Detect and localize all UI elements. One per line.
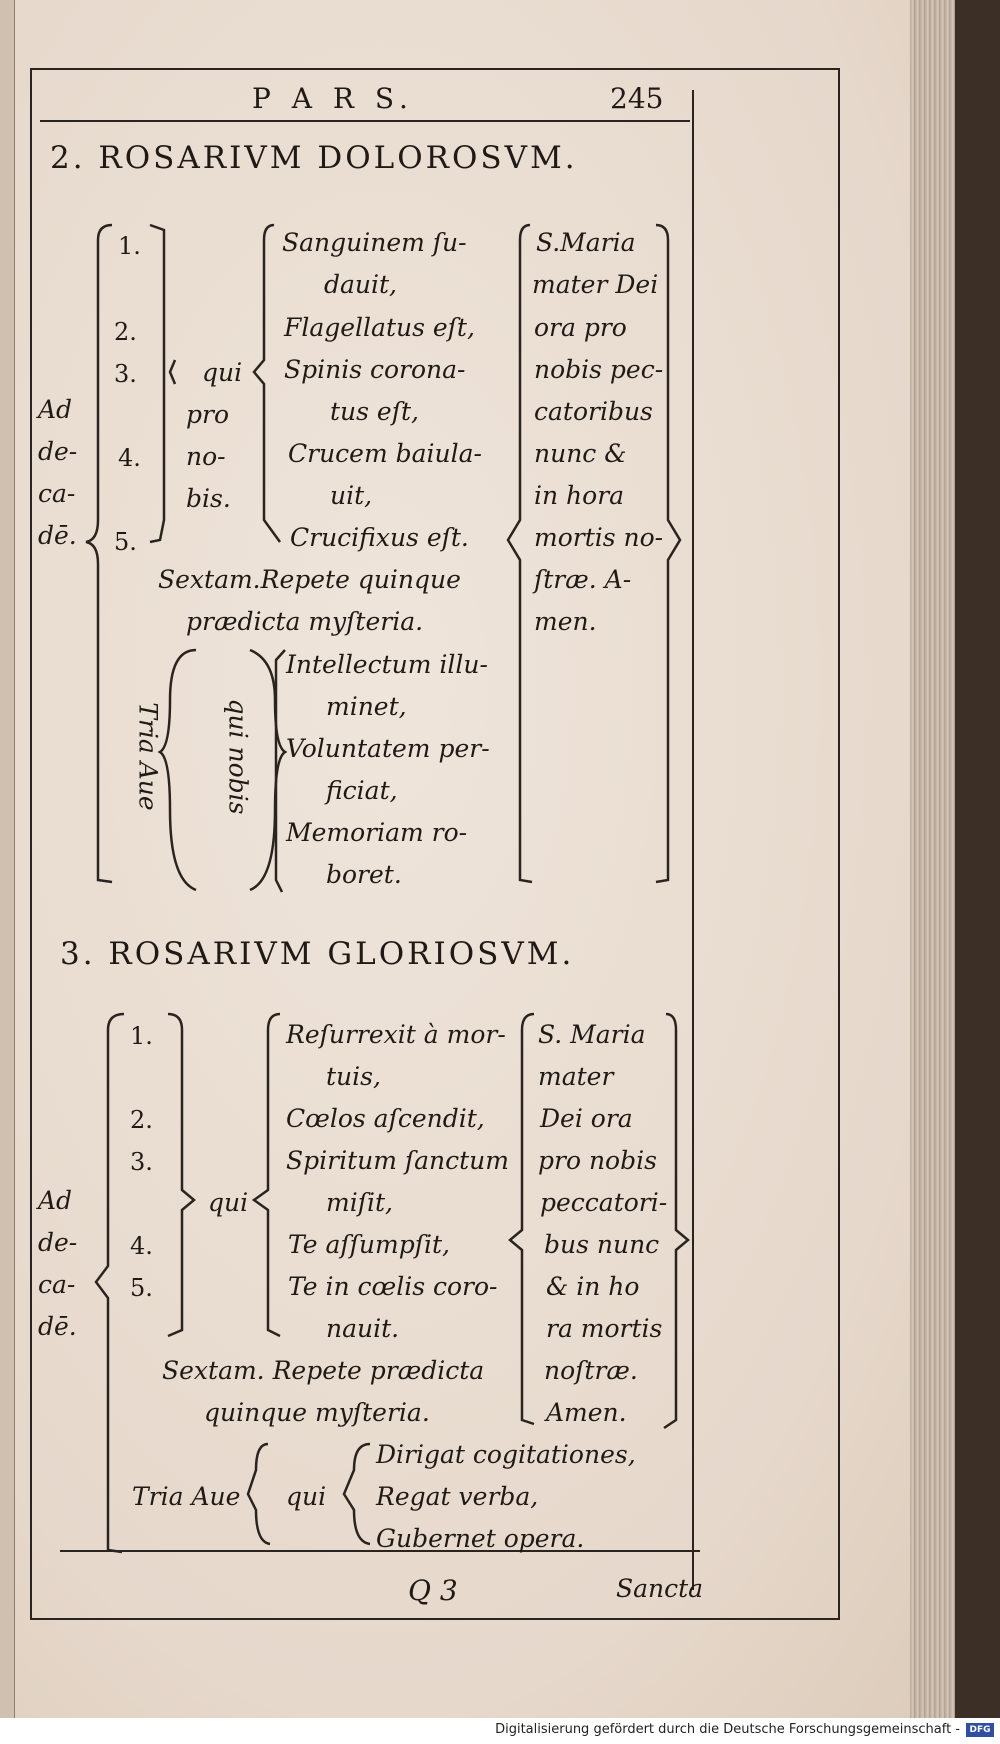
section3-qui-brace <box>344 1444 370 1544</box>
section3-num-2: 2. <box>130 1106 153 1134</box>
section3-prayer-9: noſtræ. <box>544 1356 638 1385</box>
section3-outer-bracket <box>96 1014 124 1552</box>
section3-qui: qui <box>208 1188 249 1217</box>
section3-sextam-2: quinque myſteria. <box>204 1398 430 1427</box>
section2-petition-3: Voluntatem per- <box>286 734 490 763</box>
section3-mystery-6: Te aſſumpſit, <box>288 1230 450 1259</box>
running-title: P A R S. <box>252 82 414 115</box>
section2-sextam-1: Sextam.Repete quinque <box>158 565 461 594</box>
section2-prayer-10: men. <box>534 607 597 636</box>
section3-side-3: ca- <box>38 1270 76 1299</box>
section2-mystery-6: Crucem baiula- <box>288 439 482 468</box>
section2-prayer-5: catoribus <box>534 397 653 426</box>
section2-side-4: dē. <box>38 521 77 550</box>
section3-prayer-7: & in ho <box>546 1272 640 1301</box>
section3-tria-aue: Tria Aue <box>132 1482 241 1511</box>
section2-num-3: 3. <box>114 360 137 388</box>
section2-num-5: 5. <box>114 528 137 556</box>
section2-qui-3: no- <box>186 442 226 471</box>
section2-sextam-2: prædicta myſteria. <box>186 607 424 636</box>
section2-num-4: 4. <box>118 444 141 472</box>
section3-side-1: Ad <box>38 1186 73 1215</box>
section3-num-1: 1. <box>130 1022 153 1050</box>
section3-prayer-2: mater <box>538 1062 614 1091</box>
section2-petition-6: boret. <box>326 860 402 889</box>
section3-prayer-6: bus nunc <box>544 1230 660 1259</box>
signature-mark: Q 3 <box>408 1574 458 1607</box>
section3-mystery-5: miſit, <box>326 1188 393 1217</box>
section2-mystery-7: uit, <box>330 481 373 510</box>
section2-side-1: Ad <box>38 395 73 424</box>
section3-mystery-8: nauit. <box>326 1314 400 1343</box>
section2-prayer-6: nunc & <box>534 439 627 468</box>
section3-qui-2: qui <box>286 1482 327 1511</box>
section3-prayer-10: Amen. <box>546 1398 627 1427</box>
section3-petition-2: Regat verba, <box>376 1482 539 1511</box>
section2-title: 2. ROSARIVM DOLOROSVM. <box>50 140 578 176</box>
catchword: Sancta <box>616 1574 704 1603</box>
section2-petition-5: Memoriam ro- <box>286 818 468 847</box>
section2-prayer-4: nobis pec- <box>534 355 664 384</box>
section2-mystery-5: tus eſt, <box>330 397 419 426</box>
section3-mystery-3: Cœlos aſcendit, <box>286 1104 485 1133</box>
section2-num-1: 1. <box>118 232 141 260</box>
section2-petition-1: Intellectum illu- <box>286 650 488 679</box>
section3-prayer-brace-left <box>510 1014 534 1424</box>
section2-prayer-1: S.Maria <box>536 228 636 257</box>
section2-prayer-8: mortis no- <box>534 523 664 552</box>
section3-mystery-7: Te in cœlis coro- <box>288 1272 498 1301</box>
section3-prayer-3: Dei ora <box>540 1104 633 1133</box>
section2-mystery-2: dauit, <box>324 270 397 299</box>
section3-petition-1: Dirigat cogitationes, <box>376 1440 636 1469</box>
section2-petition-4: ficiat, <box>326 776 398 805</box>
section2-mystery-8: Crucifixus eſt. <box>290 523 469 552</box>
section3-num-5: 5. <box>130 1274 153 1302</box>
section2-mystery-1: Sanguinem ſu- <box>282 228 467 257</box>
section2-qui-nobis: qui nobis <box>223 698 253 815</box>
section2-qui-2: pro <box>186 400 230 429</box>
section3-num-3: 3. <box>130 1148 153 1176</box>
section2-qui-4: bis. <box>186 484 231 513</box>
section3-sextam-1: Sextam. Repete prædicta <box>162 1356 485 1385</box>
section3-prayer-brace-right <box>664 1014 688 1428</box>
page-number: 245 <box>610 82 664 115</box>
section3-mystery-4: Spiritum ſanctum <box>286 1146 509 1175</box>
section2-prayer-9: ſtræ. A- <box>534 565 632 594</box>
dfg-logo: DFG <box>966 1723 994 1737</box>
section3-title: 3. ROSARIVM GLORIOSVM. <box>60 936 575 972</box>
section2-petition-2: minet, <box>326 692 407 721</box>
section2-qui-1: qui <box>202 358 243 387</box>
section2-mystery-3: Flagellatus eſt, <box>284 313 475 342</box>
section3-petition-3: Gubernet opera. <box>376 1524 585 1553</box>
section3-tria-brace <box>248 1444 270 1544</box>
section2-prayer-3: ora pro <box>534 313 627 342</box>
digitization-footer <box>0 1718 1000 1744</box>
section3-num-bracket-right <box>168 1014 194 1336</box>
section2-tria-aue: Tria Aue <box>133 702 163 811</box>
section3-side-4: dē. <box>38 1312 77 1341</box>
section2-side-3: ca- <box>38 479 76 508</box>
section3-prayer-5: peccatori- <box>540 1188 668 1217</box>
section2-side-2: de- <box>38 437 78 466</box>
footer-credit: Digitalisierung gefördert durch die Deutsche Forschungsgemeinschaft - <box>495 1722 960 1737</box>
section3-prayer-8: ra mortis <box>546 1314 663 1343</box>
section3-num-4: 4. <box>130 1232 153 1260</box>
section2-num-2: 2. <box>114 318 137 346</box>
section3-prayer-4: pro nobis <box>538 1146 657 1175</box>
section2-mystery-4: Spinis corona- <box>284 355 466 384</box>
section2-prayer-7: in hora <box>534 481 625 510</box>
section3-prayer-1: S. Maria <box>538 1020 646 1049</box>
section3-mystery-1: Reſurrexit à mor- <box>286 1020 506 1049</box>
section2-prayer-2: mater Dei <box>532 270 659 299</box>
section3-mystery-2: tuis, <box>326 1062 381 1091</box>
section3-mystery-brace <box>254 1014 280 1336</box>
section3-side-2: de- <box>38 1228 78 1257</box>
